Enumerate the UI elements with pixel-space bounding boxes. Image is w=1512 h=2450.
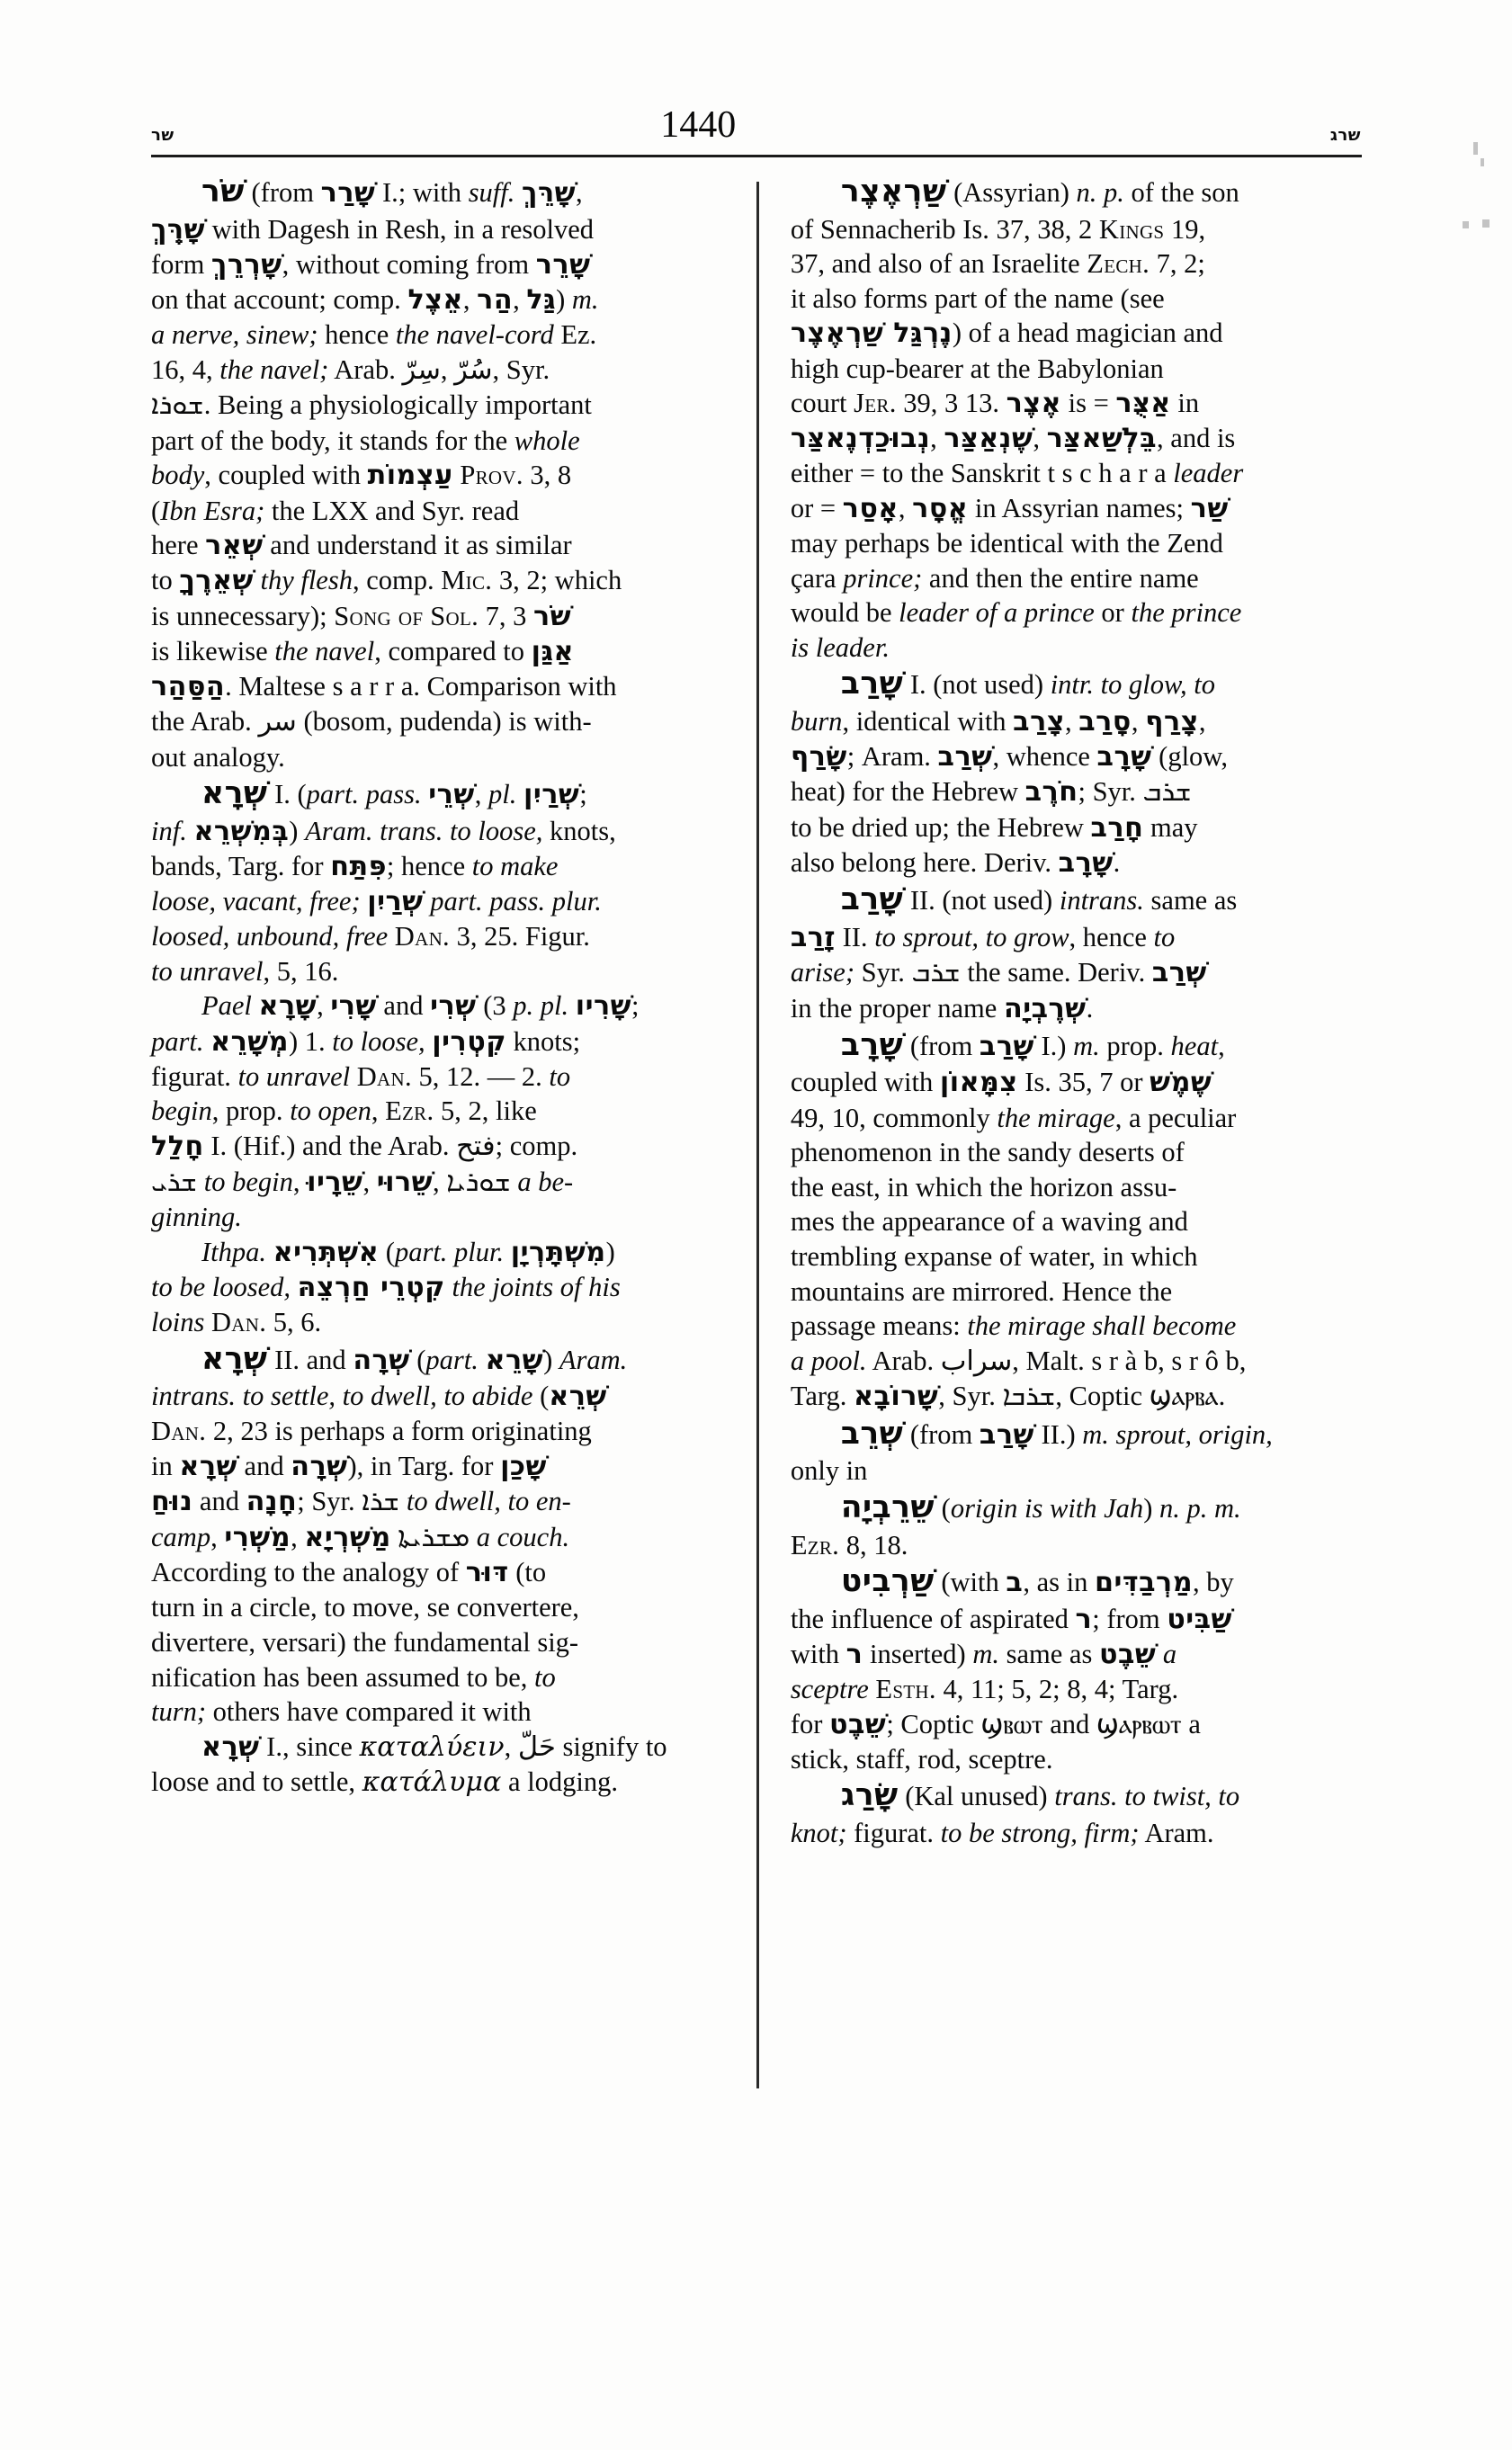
dictionary-entry-line: divertere, versari) the fundamental sig- — [151, 1627, 579, 1659]
dictionary-entry-line: the Arab. سر (bosom, pudenda) is with- — [151, 706, 592, 738]
dictionary-entry-line: knot; figurat. to be strong, firm; Aram. — [790, 1818, 1214, 1849]
dictionary-entry-line: out analogy. — [151, 741, 285, 773]
dictionary-entry-line: שָׁרְֵּךְ with Dagesh in Resh, in a resolved — [151, 213, 595, 246]
header-rule — [151, 155, 1362, 157]
scan-speckle — [1473, 142, 1478, 155]
dictionary-entry-line: Targ. שָׁרוֹבָא, Syr. ܫܪܒܐ, Coptic ϣⲁⲣⲃⲁ. — [790, 1381, 1226, 1413]
dictionary-entry-headword-line: שָׁרַב II. (not used) intrans. same as — [840, 881, 1238, 918]
dictionary-entry-headword-line: שָׁרַב I. (not used) intr. to glow, to — [840, 666, 1216, 702]
dictionary-entry-line: part. מְשָׁרֵא) 1. to loose, קִטְרִין knots; — [151, 1025, 581, 1058]
dictionary-entry-headword-line: Pael שָׁרָא, שָׁרִי and שְׁרִי (3 p. pl. שָׁרִיו; — [201, 990, 640, 1023]
scan-speckle — [1481, 158, 1484, 166]
dictionary-entry-line: court Jer. 39, 3 13. אֶצֶר is = אַצֻּר in — [790, 388, 1200, 420]
dictionary-entry-line: begin, prop. to open, Ezr. 5, 2, like — [151, 1095, 537, 1127]
dictionary-entry-line: נֶרְגַּל שַׁרְאֶצֶר) of a head magician and — [790, 317, 1223, 350]
dictionary-entry-line: either = to the Sanskrit t s c h a r a leader — [790, 458, 1244, 489]
dictionary-entry-line: loose and to settle, κατάλυμα a lodging. — [151, 1766, 619, 1799]
dictionary-entry-line: to be dried up; the Hebrew חָרַב may — [790, 812, 1198, 844]
dictionary-entry-line: body, coupled with עַצְמוֹת Prov. 3, 8 — [151, 460, 572, 492]
dictionary-entry-headword-line: שְׁרֵב (from שָׁרַב II.) m. sprout, origin, — [840, 1415, 1273, 1452]
dictionary-entry-line: inf. בְּמִשְׁרֵא) Aram. trans. to loose, knots, — [151, 815, 616, 847]
dictionary-entry-line: coupled with צִמָּאוֹן Is. 35, 7 or שֶׁמֶשׁ — [790, 1067, 1212, 1099]
dictionary-entry-line: on that account; comp. אֵצֶל, הַר, גַּל) m. — [151, 283, 599, 316]
dictionary-entry-line: in שְׁרָא and שְׁרָה), in Targ. for שָׁכַן — [151, 1450, 547, 1482]
dictionary-entry-headword-line: שָׂרַג (Kal unused) trans. to twist, to — [840, 1777, 1240, 1814]
dictionary-entry-line: ܫܘܪܐ. Being a physiologically important — [151, 389, 592, 422]
dictionary-entry-line: is leader. — [790, 631, 890, 663]
dictionary-entry-line: חָלַל I. (Hif.) and the Arab. فتح; comp. — [151, 1130, 578, 1162]
dictionary-entry-headword-line: שַׁרְבִיט (with ב, as in מַרְבַדִּים, by — [840, 1563, 1234, 1600]
right-column — [782, 173, 1362, 2151]
column-gutter — [737, 173, 782, 2151]
left-column — [151, 173, 737, 2151]
dictionary-entry-line: figurat. to unravel Dan. 5, 12. — 2. to — [151, 1060, 571, 1092]
dictionary-entry-line: נוּחַ and חָנָה; Syr. ܫܪܐ to dwell, to en- — [151, 1486, 571, 1518]
dictionary-entry-line: part of the body, it stands for the whole — [151, 425, 580, 456]
dictionary-entry-line: is likewise the navel, compared to אַגַּן — [151, 635, 574, 667]
dictionary-entry-line: burn, identical with צָרַב, סָרַב, צָרַף, — [790, 706, 1206, 738]
dictionary-entry-headword-line: Ithpa. אִשְׁתְּרִיא (part. plur. מִשְׁתָּרְיָן) — [201, 1236, 615, 1268]
dictionary-entry-line: may perhaps be identical with the Zend — [790, 528, 1223, 559]
dictionary-entry-line: loins Dan. 5, 6. — [151, 1307, 322, 1338]
dictionary-entry-line: it also forms part of the name (see — [790, 282, 1165, 314]
dictionary-entry-line: הַסַּהַר. Maltese s a r r a. Comparison with — [151, 670, 617, 702]
dictionary-entry-line: would be leader of a prince or the prince — [790, 597, 1242, 629]
dictionary-entry-line: to unravel, 5, 16. — [151, 955, 339, 987]
dictionary-entry-line: bands, Targ. for פִּתַּח; hence to make — [151, 850, 559, 882]
dictionary-entry-line: or = אָסַר, אֱסָר in Assyrian names; שַׁר — [790, 493, 1229, 524]
dictionary-entry-line: çara prince; and then the entire name — [790, 562, 1199, 594]
dictionary-entry-line: שָׂרַף; Aram. שְׁרַב, whence שָׁרָב (glow, — [790, 741, 1228, 773]
dictionary-entry-line: Ezr. 8, 18. — [790, 1529, 908, 1560]
dictionary-entry-line: passage means: the mirage shall become — [790, 1310, 1237, 1342]
dictionary-entry-line: only in — [790, 1455, 868, 1487]
dictionary-entry-line: loose, vacant, free; שְׁרַיִן part. pass. plur. — [151, 886, 602, 918]
dictionary-entry-line: sceptre Esth. 4, 11; 5, 2; 8, 4; Targ. — [790, 1674, 1179, 1705]
dictionary-entry-line: camp, מַשְׁרִי, מַשְׁרְיָא ܡܫܪܝܬܐ a couch. — [151, 1521, 570, 1553]
dictionary-entry-line: 37, and also of an Israelite Zech. 7, 2; — [790, 248, 1205, 280]
dictionary-entry-line: 16, 4, the navel; Arab. سِرّ, سُرّ, Syr. — [151, 353, 550, 386]
dictionary-entry-line: of Sennacherib Is. 37, 38, 2 Kings 19, — [790, 213, 1206, 245]
dictionary-entry-line: According to the analogy of דּוּר (to — [151, 1557, 547, 1589]
dictionary-entry-line: is unnecessary); Song of Sol. 7, 3 שֹׁר — [151, 600, 572, 632]
dictionary-entry-line: trembling expanse of water, in which — [790, 1240, 1198, 1272]
text-body — [151, 173, 1362, 2151]
dictionary-entry-line: to be loosed, קִטְרֵי חַרְצֵהּ the joints of his — [151, 1271, 621, 1303]
dictionary-entry-line: also belong here. Deriv. שָׁרָב. — [790, 847, 1121, 880]
dictionary-entry-headword-line: שֹׁר (from שָׁרַר I.; with suff. שָׁרֵּךְ, — [201, 174, 583, 210]
dictionary-entry-line: (Ibn Esra; the LXX and Syr. read — [151, 495, 520, 526]
dictionary-entry-line: ܫܪܝ to begin, שֵׁרָיוּ, שֵׁרוּי, ܫܘܪܝܐ a be- — [151, 1166, 574, 1198]
dictionary-entry-line: stick, staff, rod, sceptre. — [790, 1743, 1053, 1775]
dictionary-entry-headword-line: שַׁרְאֶצֶר (Assyrian) n. p. of the son — [840, 174, 1239, 210]
dictionary-entry-line: form שָׁרְרֵךְ, without coming from שָׁרֵר — [151, 248, 591, 281]
dictionary-entry-line: to שְׁאֵרֶךָ thy flesh, comp. Mic. 3, 2; which — [151, 565, 622, 597]
running-head-right-catchword: שרג — [1329, 125, 1361, 145]
running-head — [151, 79, 1361, 144]
scan-speckle — [1482, 219, 1490, 228]
dictionary-entry-line: loosed, unbound, free Dan. 3, 25. Figur. — [151, 921, 590, 952]
dictionary-entry-headword-line: שֵׁרֵבְיָה (origin is with Jah) n. p. m. — [840, 1489, 1241, 1525]
dictionary-entry-headword-line: שְׁרָא II. and שְׁרָה (part. שָׁרֵא) Aram. — [201, 1340, 628, 1377]
dictionary-entry-line: 49, 10, commonly the mirage, a peculiar — [790, 1102, 1237, 1133]
dictionary-entry-line: in the proper name שְׁרֶבְיָה. — [790, 992, 1094, 1024]
dictionary-entry-line: mountains are mirrored. Hence the — [790, 1275, 1173, 1307]
dictionary-entry-line: arise; Syr. ܫܪܒ the same. Deriv. שְׁרַב — [790, 957, 1207, 989]
dictionary-entry-line: זָרַב II. to sprout, to grow, hence to — [790, 921, 1176, 953]
column-divider-rule — [756, 182, 759, 2088]
dictionary-entry-line: nification has been assumed to be, to — [151, 1661, 556, 1693]
dictionary-entry-headword-line: שְׁרָא I., since καταλύειν, حَلّ signify to — [201, 1730, 667, 1763]
dictionary-entry-line: high cup-bearer at the Babylonian — [790, 353, 1164, 384]
dictionary-entry-line: for שֵׁבֶט; Coptic ϣⲃⲱⲧ and ϣⲁⲣⲃⲱⲧ a — [790, 1708, 1201, 1740]
dictionary-entry-line: נְבוּכַדְנֶאצַּר, שֶׁנְאַצַּר, בֵּלְשַׁאצַּר, and is — [790, 423, 1236, 455]
dictionary-entry-headword-line: שְׁרָא I. (part. pass. שְׁרֵי, pl. שְׁרַיִן; — [201, 775, 587, 812]
dictionary-entry-line: turn in a circle, to move, se convertere, — [151, 1592, 579, 1623]
dictionary-entry-line: ginning. — [151, 1202, 242, 1233]
dictionary-entry-line: heat) for the Hebrew חֹרֶב; Syr. ܫܪܒ — [790, 776, 1192, 809]
running-head-left-catchword: שר — [151, 125, 174, 145]
page-number: 1440 — [660, 104, 737, 146]
dictionary-entry-line: phenomenon in the sandy deserts of — [790, 1137, 1185, 1168]
dictionary-entry-line: here שְׁאֵר and understand it as similar — [151, 530, 572, 562]
dictionary-entry-line: Dan. 2, 23 is perhaps a form originating — [151, 1416, 592, 1447]
dictionary-entry-line: a nerve, sinew; hence the navel-cord Ez. — [151, 319, 597, 351]
dictionary-entry-line: turn; others have compared it with — [151, 1696, 532, 1728]
scan-speckle — [1463, 221, 1469, 228]
dictionary-entry-line: a pool. Arab. سراب, Malt. s r à b, s r ô b, — [790, 1345, 1247, 1377]
dictionary-entry-line: mes the appearance of a waving and — [790, 1206, 1188, 1238]
dictionary-entry-headword-line: שָׁרָב (from שָׁרַב I.) m. prop. heat, — [840, 1026, 1225, 1063]
dictionary-entry-line: intrans. to settle, to dwell, to abide (שְׁרֵא — [151, 1381, 607, 1413]
dictionary-entry-line: the east, in which the horizon assu- — [790, 1171, 1177, 1203]
dictionary-entry-line: the influence of aspirated ר; from שַׁבִּיט — [790, 1603, 1232, 1635]
dictionary-entry-line: with ר inserted) m. same as שֵׁבֶט a — [790, 1638, 1177, 1670]
